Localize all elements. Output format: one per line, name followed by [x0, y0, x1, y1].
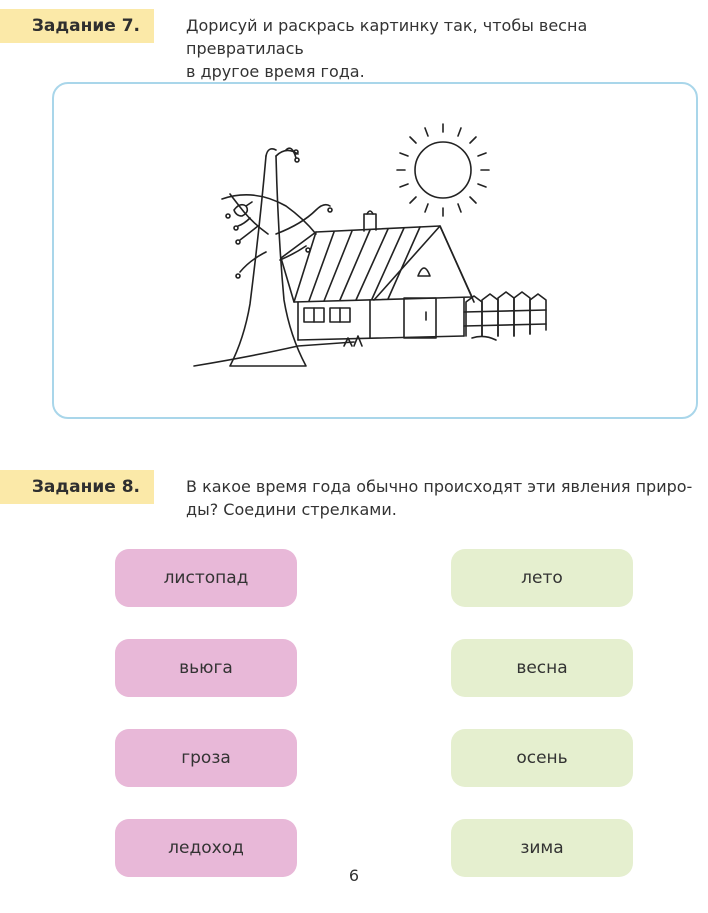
task-8-instruction-line2: ды? Соедини стрелками.: [186, 500, 397, 519]
phenomenon-label: ледоход: [168, 838, 244, 858]
task-7-instruction-line2: в другое время года.: [186, 62, 365, 81]
season-card-autumn[interactable]: [451, 729, 633, 787]
grass-tufts: [344, 336, 362, 346]
task-8-instruction-line1: В какое время года обычно происходят эти явления приро-: [186, 477, 693, 496]
phenomenon-card-blizzard[interactable]: [115, 639, 297, 697]
bird-icon: [234, 202, 252, 216]
sun-icon: [397, 124, 489, 216]
season-label: зима: [520, 838, 564, 858]
ground-line: [194, 342, 354, 366]
task-7-instruction-line1: Дорисуй и раскрась картинку так, чтобы весна превратилась: [186, 16, 588, 58]
season-label: весна: [516, 658, 568, 678]
tree-icon: [226, 148, 332, 366]
phenomenon-label: листопад: [163, 568, 249, 588]
task-7-label: Задание 7.: [0, 9, 154, 43]
season-label: лето: [521, 568, 563, 588]
season-card-summer[interactable]: [451, 549, 633, 607]
phenomenon-card-leaf-fall[interactable]: [115, 549, 297, 607]
task-8-label: Задание 8.: [0, 470, 154, 504]
drawing-frame[interactable]: [52, 82, 698, 419]
season-card-spring[interactable]: [451, 639, 633, 697]
task-7-instruction: [186, 14, 701, 83]
phenomenon-label: вьюга: [179, 658, 233, 678]
fence-icon: [464, 292, 546, 340]
page-number: 6: [348, 866, 360, 885]
phenomenon-card-thunderstorm[interactable]: [115, 729, 297, 787]
spring-scene-drawing: [54, 84, 696, 417]
task-8-instruction: [186, 475, 701, 521]
phenomenon-label: гроза: [181, 748, 231, 768]
season-label: осень: [516, 748, 568, 768]
house-icon: [281, 211, 474, 340]
